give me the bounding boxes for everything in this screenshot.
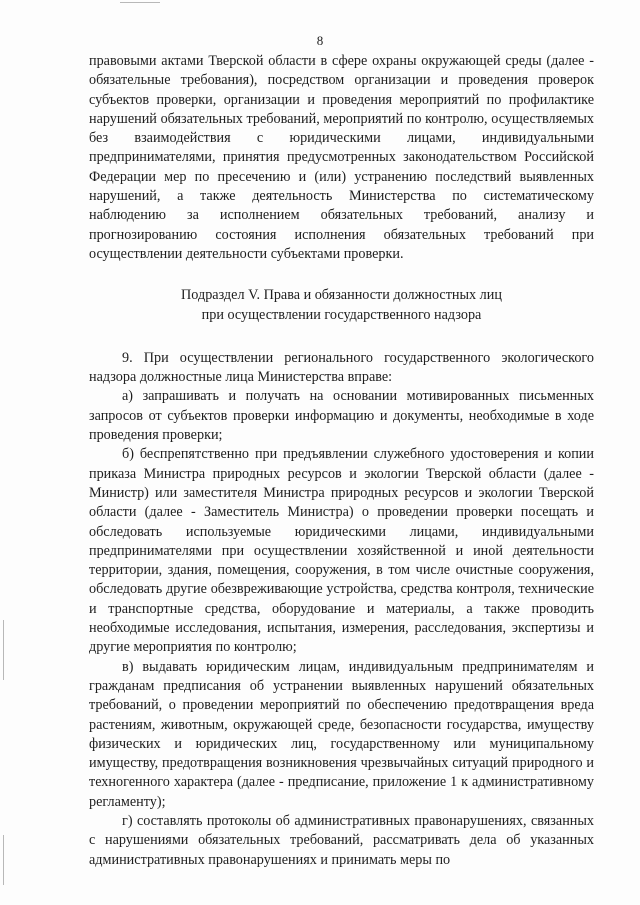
paragraph-subitem-v: в) выдавать юридическим лицам, индивидуальным предпринимателям и гражданам предписания об устранении выявленных нарушений обязательных требований, о проведении мероприятий по обеспечению предотвращения вреда растениям, животным, окружающей среде, безопасности государства, имуществу физических и юридических лиц, государственному или муниципальному имуществу, предотвращения возникновения чрезвычайных ситуаций природного и техногенного характера (далее - предписание, приложение 1 к административному регламенту); — [89, 658, 594, 810]
document-body — [89, 52, 594, 870]
paragraph-item-9: 9. При осуществлении регионального государственного экологического надзора должностные лица Министерства вправе: — [89, 349, 594, 386]
scan-edge-mark-top — [120, 2, 160, 3]
scan-edge-mark-left-bottom — [3, 835, 4, 885]
page-number: 8 — [316, 33, 324, 48]
subsection-heading — [89, 286, 594, 325]
subsection-heading-line-2: при осуществлении государственного надзора — [201, 306, 482, 323]
scan-edge-mark-left — [3, 620, 4, 680]
paragraph-subitem-b: б) беспрепятственно при предъявлении служебного удостоверения и копии приказа Министра природных ресурсов и экологии Тверской области (далее - Министр) или заместителя Министра природных ресурсов и экологии Тверской области (далее - Заместитель Министра) о проведении проверки посещать и обследовать используемые юридическими лицами, индивидуальными предпринимателями при осуществлении хозяйственной и иной деятельности территории, здания, помещения, сооружения, в том числе очистные сооружения, обследовать другие обезвреживающие устройства, средства контроля, технические и транспортные средства, оборудование и материалы, а также проводить необходимые исследования, испытания, измерения, расследования, экспертизы и другие мероприятия по контролю; — [89, 446, 594, 656]
paragraph-subitem-g: г) составлять протоколы об административных правонарушениях, связанных с нарушениями обязательных требований, рассматривать дела об указанных административных правонарушениях и принимать меры по — [89, 812, 594, 868]
paragraph-subitem-a: а) запрашивать и получать на основании мотивированных письменных запросов от субъектов проверки информацию и документы, необходимые в ходе проведения проверки; — [89, 388, 594, 444]
paragraph-continuation: правовыми актами Тверской области в сфере охраны окружающей среды (далее - обязательные требования), посредством организации и проведения проверок субъектов проверки, организации и проведения мероприятий по профилактике нарушений обязательных требований, мероприятий по контролю, осуществляемых без взаимодействия с юридическими лицами, индивидуальными предпринимателями, принятия предусмотренных законодательством Российской Федерации мер по пресечению и (или) устранению последствий выявленных нарушений, а также деятельность Министерства по систематическому наблюдению за исполнением обязательных требований, анализу и прогнозированию состояния исполнения обязательных требований при осуществлении деятельности субъектами проверки. — [89, 53, 594, 262]
subsection-heading-line-1: Подраздел V. Права и обязанности должностных лиц — [181, 287, 502, 304]
